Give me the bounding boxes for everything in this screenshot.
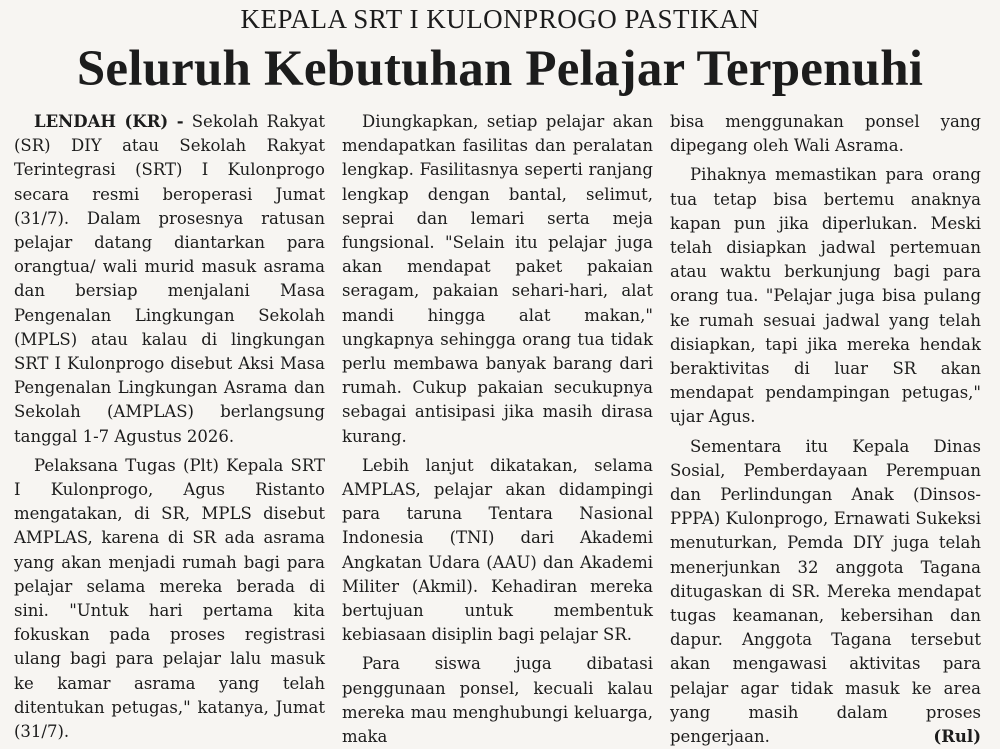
paragraph: Pelaksana Tugas (Plt) Kepala SRT I Kulonprogo, Agus Ristanto mengatakan, di SR, MPLS disebut AMPLAS, karena di SR ada asrama yang akan menjadi rumah bagi para pelajar selama mereka berada di sini. "Untuk hari pertama kita fokuskan pada proses registrasi ulang bagi para pelajar lalu masuk ke kamar asrama yang telah ditentukan petugas," katanya, Jumat (31/7). xyxy=(14,455,325,742)
byline: (Rul) xyxy=(933,727,981,747)
paragraph-text: Sementara itu Kepala Dinas Sosial, Pemberdayaan Perempuan dan Perlindungan Anak (Dinsos-PPPA) Kulonprogo, Ernawati Sukeksi menuturkan, Pemda DIY juga telah menerjunkan 32 anggota Tagana ditugaskan di SR. Mereka mendapat tugas keamanan, kebersihan dan dapur. Anggota Tagana tersebut akan mengawasi aktivitas para pelajar agar tidak masuk ke area yang masih dalam proses pengerjaan. xyxy=(670,436,981,747)
paragraph: Lebih lanjut dikatakan, selama AMPLAS, pelajar akan didampingi para taruna Tentara Nasional Indonesia (TNI) dari Akademi Angkatan Udara (AAU) dan Akademi Militer (Akmil). Kehadiran mereka bertujuan untuk membentuk kebiasaan disiplin bagi pelajar SR. xyxy=(342,455,653,645)
column-1 xyxy=(14,110,325,744)
paragraph: Para siswa juga dibatasi penggunaan ponsel, kecuali kalau mereka mau menghubungi keluarga, maka xyxy=(342,654,653,747)
paragraph xyxy=(14,110,325,449)
column-3 xyxy=(670,110,981,749)
dateline: LENDAH (KR) - xyxy=(34,112,184,131)
paragraph: Pihaknya memastikan para orang tua tetap bisa bertemu anaknya kapan pun jika diperlukan. Meski telah disiapkan jadwal pertemuan atau waktu berkunjung bagi para orang tua. "Pelajar juga bisa pulang ke rumah sesuai jadwal yang telah disiapkan, tapi jika mereka hendak beraktivitas di luar SR akan mendapat pendampingan petugas," ujar Agus. xyxy=(670,165,981,427)
paragraph-continued: bisa menggunakan ponsel yang dipegang oleh Wali Asrama. xyxy=(670,112,981,156)
paragraph-text: Sekolah Rakyat (SR) DIY atau Sekolah Rakyat Terintegrasi (SRT) I Kulonprogo secara resmi beroperasi Jumat (31/7). Dalam prosesnya ratusan pelajar datang diantarkan para orangtua/ wali murid masuk asrama dan bersiap menjalani Masa Pengenalan Lingkungan Sekolah (MPLS) atau kalau di lingkungan SRT I Kulonprogo disebut Aksi Masa Pengenalan Lingkungan Asrama dan Sekolah (AMPLAS) berlangsung tanggal 1-7 Agustus 2026. xyxy=(14,112,326,446)
paragraph xyxy=(670,435,981,749)
main-headline: Seluruh Kebutuhan Pelajar Terpenuhi xyxy=(76,41,924,97)
kicker-headline: KEPALA SRT I KULONPROGO PASTIKAN xyxy=(240,4,760,34)
paragraph: Diungkapkan, setiap pelajar akan mendapatkan fasilitas dan peralatan lengkap. Fasilitasnya seperti ranjang lengkap dengan bantal, selimut, seprai dan lemari serta meja fungsional. "Selain itu pelajar juga akan mendapat paket pakaian seragam, pakaian sehari-hari, alat mandi hingga alat makan," ungkapnya sehingga orang tua tidak perlu membawa banyak barang dari rumah. Cukup pakaian secukupnya sebagai antisipasi jika masih dirasa kurang. xyxy=(342,112,653,446)
column-2 xyxy=(342,110,653,749)
